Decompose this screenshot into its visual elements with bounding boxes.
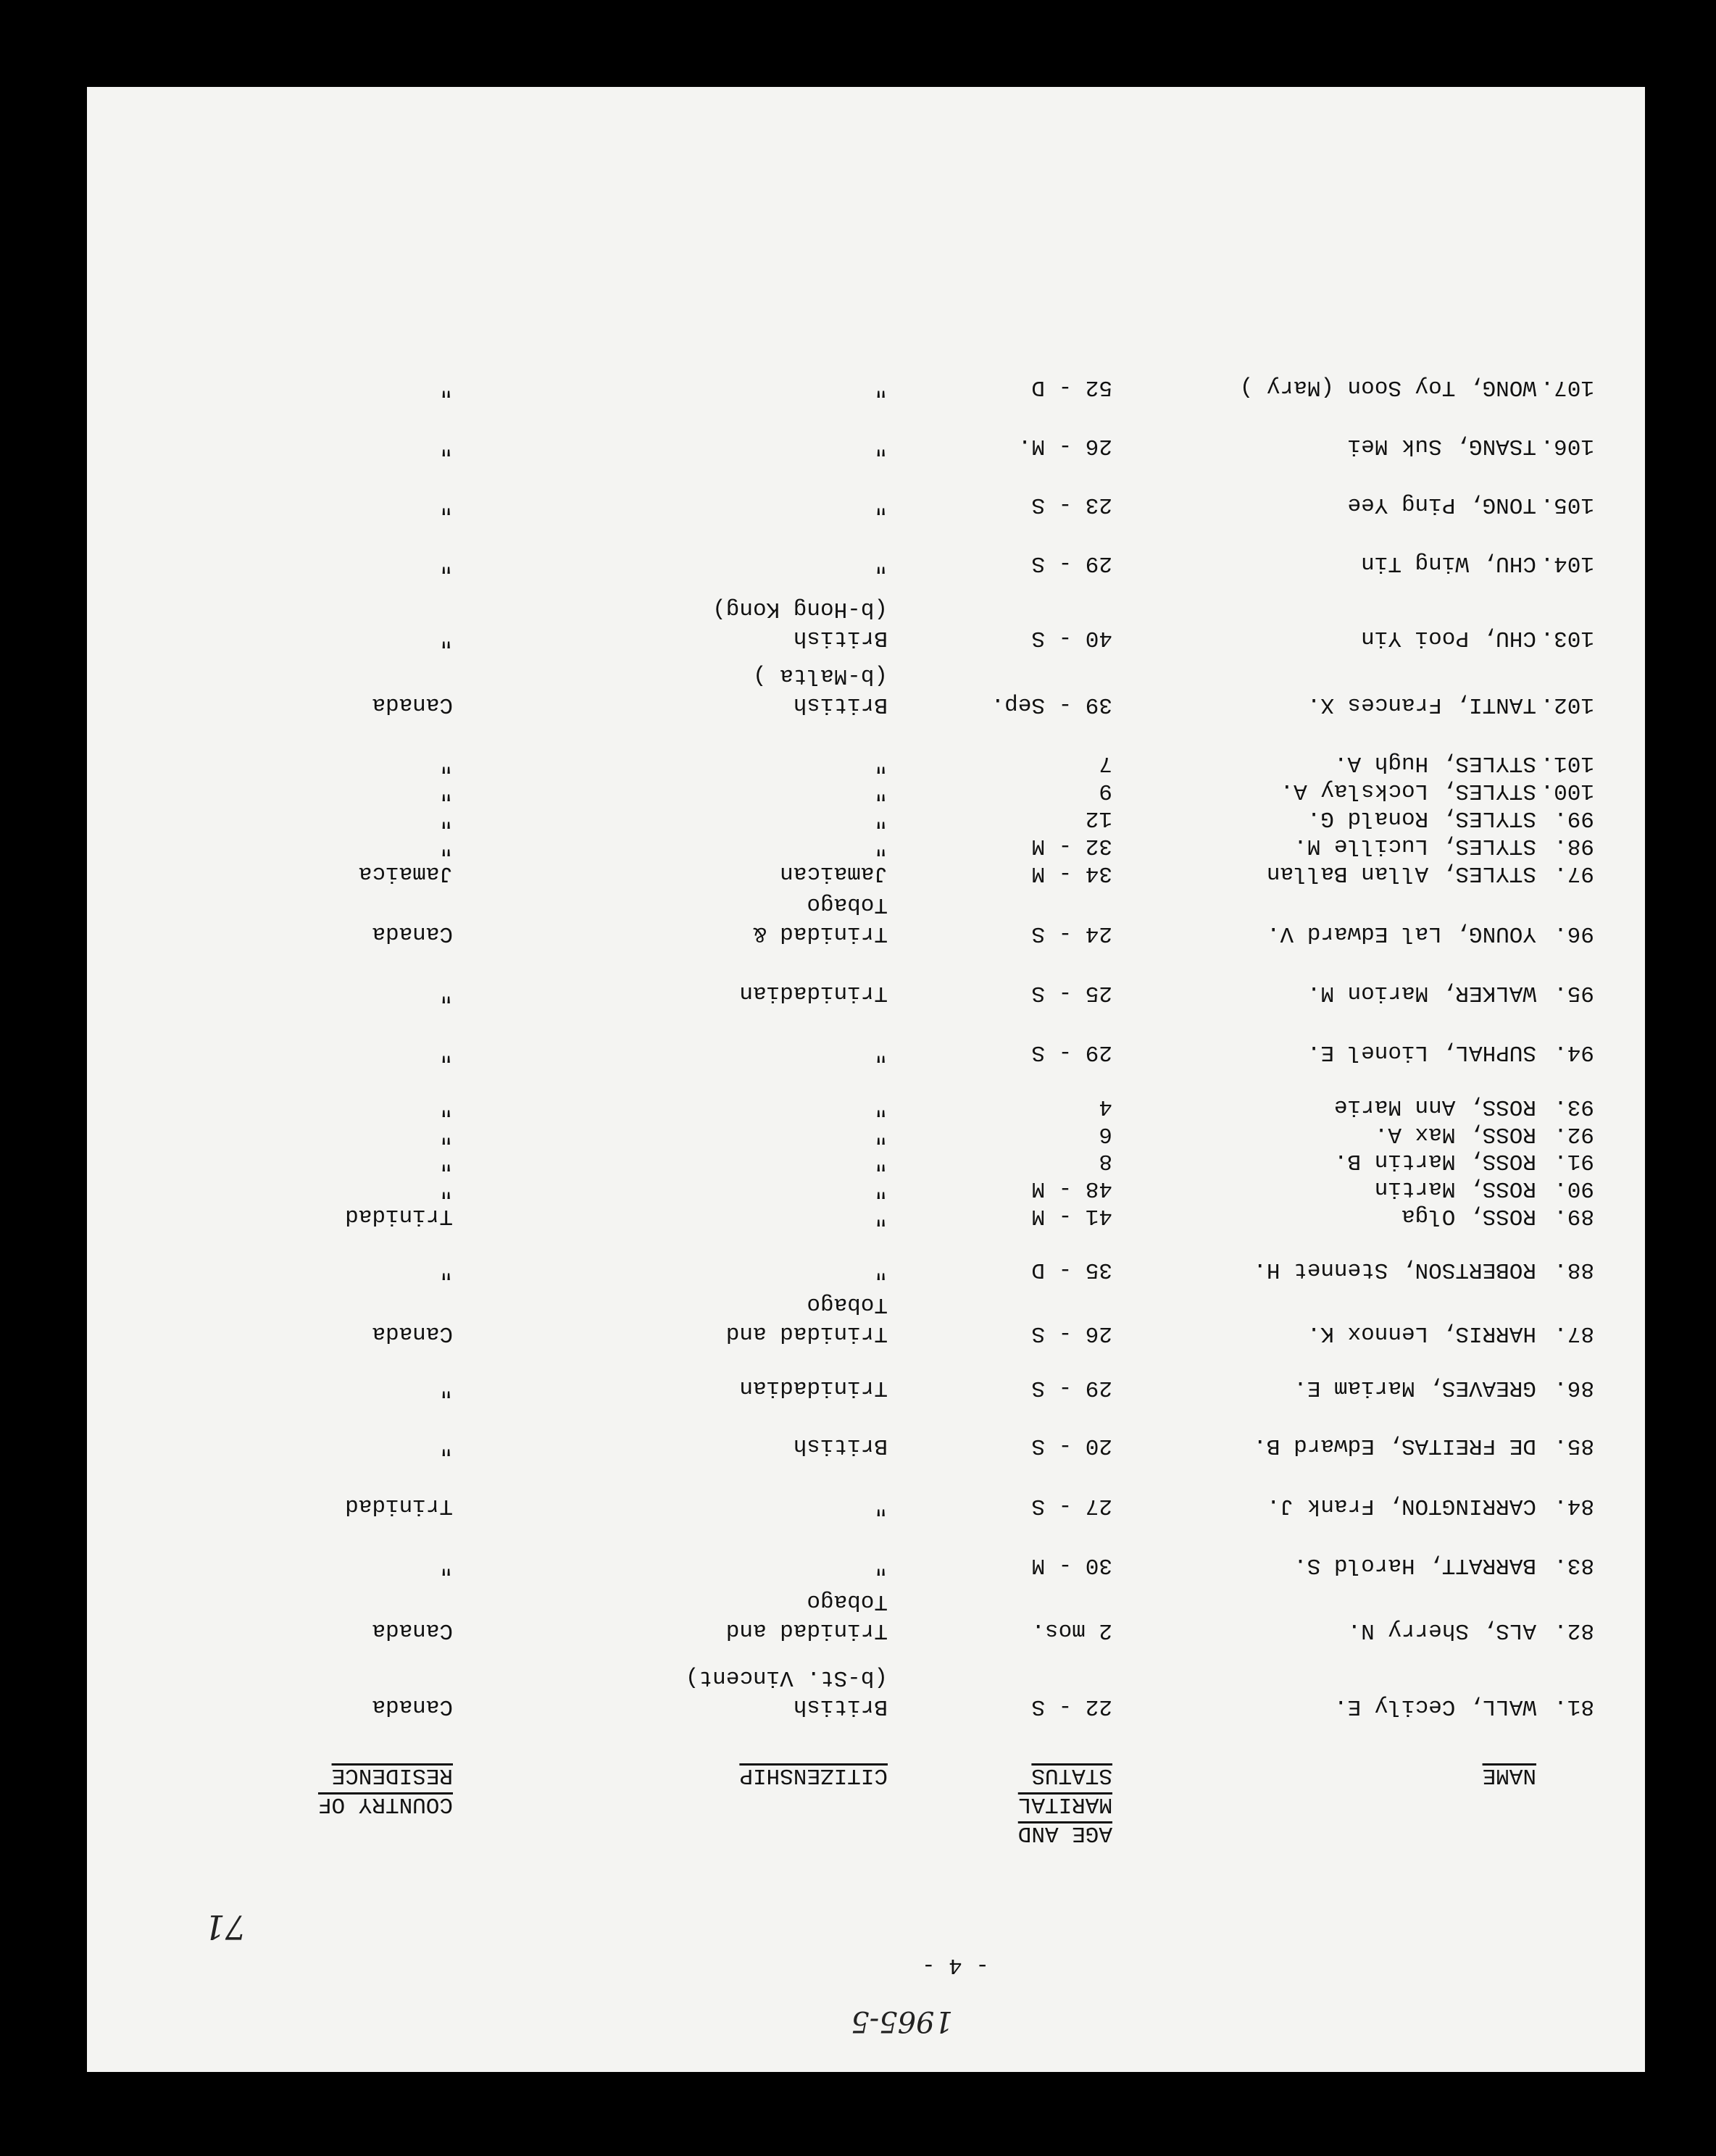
cell-residence: "	[439, 492, 453, 517]
cell-name: TANTI, Frances X.	[1307, 692, 1536, 717]
cell-age: 29 - S	[1031, 551, 1112, 576]
header-citizenship: CITIZENSHIP	[739, 1763, 888, 1788]
cell-name: DE FREITAS, Edward B.	[1253, 1433, 1536, 1458]
cell-age: 2 mos.	[1031, 1618, 1112, 1643]
cell-name: TONG, Ping Yee	[1347, 492, 1536, 517]
cell-num: 94.	[1554, 1040, 1594, 1065]
rotated-document	[87, 87, 1645, 2072]
cell-residence: "	[439, 433, 453, 459]
cell-num: 99.	[1554, 806, 1594, 831]
cell-age: 32 - M	[1031, 833, 1112, 858]
cell-residence: "	[439, 1257, 453, 1282]
cell-name: CHU, Pooi Yin	[1361, 625, 1536, 651]
cell-residence: "	[439, 980, 453, 1006]
cell-citizenship: "	[874, 551, 888, 576]
cell-age: 41 - M	[1031, 1203, 1112, 1229]
cell-name: CHU, Wing Tin	[1361, 551, 1536, 576]
cell-age: 20 - S	[1031, 1433, 1112, 1458]
cell-age: 24 - S	[1031, 921, 1112, 946]
cell-num: 87.	[1554, 1321, 1594, 1346]
cell-age: 6	[1099, 1121, 1112, 1147]
cell-residence: "	[439, 1375, 453, 1400]
cell-name: BARRATT, Harold S.	[1294, 1553, 1536, 1578]
cell-residence: "	[439, 1553, 453, 1578]
cell-num: 88.	[1554, 1257, 1594, 1282]
cell-residence: Canada	[372, 1694, 453, 1719]
cell-age: 4	[1099, 1094, 1112, 1119]
cell-residence: Jamaica	[358, 861, 453, 886]
cell-citizenship: "	[874, 806, 888, 831]
cell-citizenship: "	[874, 1094, 888, 1119]
cell-num: 107.	[1540, 375, 1594, 400]
header-age-marital-status: AGE AND MARITAL STATUS	[1017, 1763, 1112, 1846]
cell-citizenship: British (b-St. Vincent)	[685, 1665, 888, 1719]
cell-citizenship: "	[874, 1203, 888, 1229]
cell-num: 81.	[1554, 1694, 1594, 1719]
cell-age: 40 - S	[1031, 625, 1112, 651]
cell-residence: "	[439, 778, 453, 803]
cell-residence: "	[439, 806, 453, 831]
cell-citizenship: "	[874, 1040, 888, 1065]
cell-citizenship: "	[874, 1493, 888, 1518]
cell-citizenship: Trinidadian	[739, 1375, 888, 1400]
cell-citizenship: Trinidad and Tobago	[725, 1589, 888, 1643]
cell-residence: "	[439, 1433, 453, 1458]
cell-residence: Canada	[372, 921, 453, 946]
cell-name: ROSS, Olga	[1401, 1203, 1536, 1229]
cell-citizenship: Trinidad and Tobago	[725, 1292, 888, 1346]
cell-name: HARRIS, Lennox K.	[1307, 1321, 1536, 1346]
cell-residence: "	[439, 1148, 453, 1174]
cell-citizenship: Jamaican	[780, 861, 888, 886]
cell-age: 23 - S	[1031, 492, 1112, 517]
cell-name: WONG, Toy Soon (Mary )	[1239, 375, 1536, 400]
cell-name: WALL, Cecily E.	[1333, 1694, 1536, 1719]
cell-name: SUPHAL, Lionel E.	[1307, 1040, 1536, 1065]
cell-age: 12	[1085, 806, 1112, 831]
cell-residence: "	[439, 1040, 453, 1065]
cell-citizenship: "	[874, 433, 888, 459]
cell-age: 7	[1099, 751, 1112, 776]
cell-num: 86.	[1554, 1375, 1594, 1400]
cell-num: 91.	[1554, 1148, 1594, 1174]
cell-num: 93.	[1554, 1094, 1594, 1119]
cell-name: ROSS, Martin	[1374, 1176, 1536, 1201]
header-name: NAME	[1482, 1763, 1536, 1788]
cell-age: 34 - M	[1031, 861, 1112, 886]
cell-residence: Trinidad	[345, 1203, 453, 1229]
cell-age: 29 - S	[1031, 1375, 1112, 1400]
cell-num: 101.	[1540, 751, 1594, 776]
cell-num: 105.	[1540, 492, 1594, 517]
cell-residence: "	[439, 375, 453, 400]
cell-name: ROSS, Martin B.	[1333, 1148, 1536, 1174]
cell-num: 103.	[1540, 625, 1594, 651]
cell-name: TSANG, Suk Mei	[1347, 433, 1536, 459]
cell-age: 35 - D	[1031, 1257, 1112, 1282]
cell-num: 100.	[1540, 778, 1594, 803]
cell-citizenship: British (b-Hong Kong)	[712, 596, 888, 651]
cell-age: 8	[1099, 1148, 1112, 1174]
cell-residence: "	[439, 751, 453, 776]
cell-num: 82.	[1554, 1618, 1594, 1643]
cell-age: 22 - S	[1031, 1694, 1112, 1719]
cell-citizenship: "	[874, 1148, 888, 1174]
cell-residence: "	[439, 1176, 453, 1201]
cell-num: 84.	[1554, 1493, 1594, 1518]
cell-residence: "	[439, 1094, 453, 1119]
cell-num: 104.	[1540, 551, 1594, 576]
cell-citizenship: "	[874, 778, 888, 803]
cell-num: 83.	[1554, 1553, 1594, 1578]
cell-age: 29 - S	[1031, 1040, 1112, 1065]
header-country-of-residence: COUNTRY OF RESIDENCE	[317, 1763, 453, 1817]
cell-residence: "	[439, 625, 453, 651]
cell-age: 48 - M	[1031, 1176, 1112, 1201]
cell-num: 85.	[1554, 1433, 1594, 1458]
cell-name: STYLES, Allan Ballan	[1266, 861, 1536, 886]
cell-age: 9	[1099, 778, 1112, 803]
cell-name: YOUNG, Lal Edward V.	[1266, 921, 1536, 946]
cell-citizenship: "	[874, 1121, 888, 1147]
cell-name: ROBERTSON, Stennet H.	[1253, 1257, 1536, 1282]
cell-residence: Trinidad	[345, 1493, 453, 1518]
cell-num: 95.	[1554, 980, 1594, 1006]
cell-num: 90.	[1554, 1176, 1594, 1201]
cell-age: 39 - Sep.	[991, 692, 1112, 717]
cell-citizenship: "	[874, 751, 888, 776]
cell-citizenship: Trinidad & Tobago	[752, 892, 888, 946]
cell-citizenship: "	[874, 1553, 888, 1578]
cell-age: 52 - D	[1031, 375, 1112, 400]
cell-name: STYLES, Lockslay A.	[1280, 778, 1536, 803]
cell-citizenship: British	[793, 1433, 888, 1458]
cell-citizenship: British (b-Malta )	[752, 663, 888, 717]
cell-name: ROSS, Ann Marie	[1333, 1094, 1536, 1119]
cell-age: 26 - S	[1031, 1321, 1112, 1346]
cell-num: 97.	[1554, 861, 1594, 886]
cell-citizenship: "	[874, 1176, 888, 1201]
cell-citizenship: "	[874, 1257, 888, 1282]
cell-age: 30 - M	[1031, 1553, 1112, 1578]
cell-num: 102.	[1540, 692, 1594, 717]
cell-age: 25 - S	[1031, 980, 1112, 1006]
cell-name: STYLES, Hugh A.	[1333, 751, 1536, 776]
cell-num: 92.	[1554, 1121, 1594, 1147]
cell-num: 98.	[1554, 833, 1594, 858]
cell-name: STYLES, Lucille M.	[1294, 833, 1536, 858]
cell-citizenship: "	[874, 375, 888, 400]
cell-citizenship: "	[874, 833, 888, 858]
cell-name: STYLES, Ronald G.	[1307, 806, 1536, 831]
cell-age: 26 - M.	[1017, 433, 1112, 459]
page-number: - 4 -	[921, 1952, 989, 1978]
margin-mark: 71	[204, 1908, 246, 1947]
cell-name: CARRINGTON, Frank J.	[1266, 1493, 1536, 1518]
cell-residence: "	[439, 833, 453, 858]
cell-citizenship: Trinidadian	[739, 980, 888, 1006]
cell-name: GREAVES, Mariam E.	[1294, 1375, 1536, 1400]
cell-name: WALKER, Marion M.	[1307, 980, 1536, 1006]
cell-residence: Canada	[372, 1618, 453, 1643]
cell-num: 106.	[1540, 433, 1594, 459]
handwritten-note: 1965-5	[851, 2005, 953, 2038]
cell-residence: "	[439, 551, 453, 576]
cell-num: 96.	[1554, 921, 1594, 946]
cell-age: 27 - S	[1031, 1493, 1112, 1518]
cell-num: 89.	[1554, 1203, 1594, 1229]
scanned-page	[87, 87, 1645, 2072]
cell-citizenship: "	[874, 492, 888, 517]
cell-residence: Canada	[372, 1321, 453, 1346]
cell-residence: "	[439, 1121, 453, 1147]
cell-residence: Canada	[372, 692, 453, 717]
cell-name: ALS, Sherry N.	[1347, 1618, 1536, 1643]
cell-name: ROSS, Max A.	[1374, 1121, 1536, 1147]
